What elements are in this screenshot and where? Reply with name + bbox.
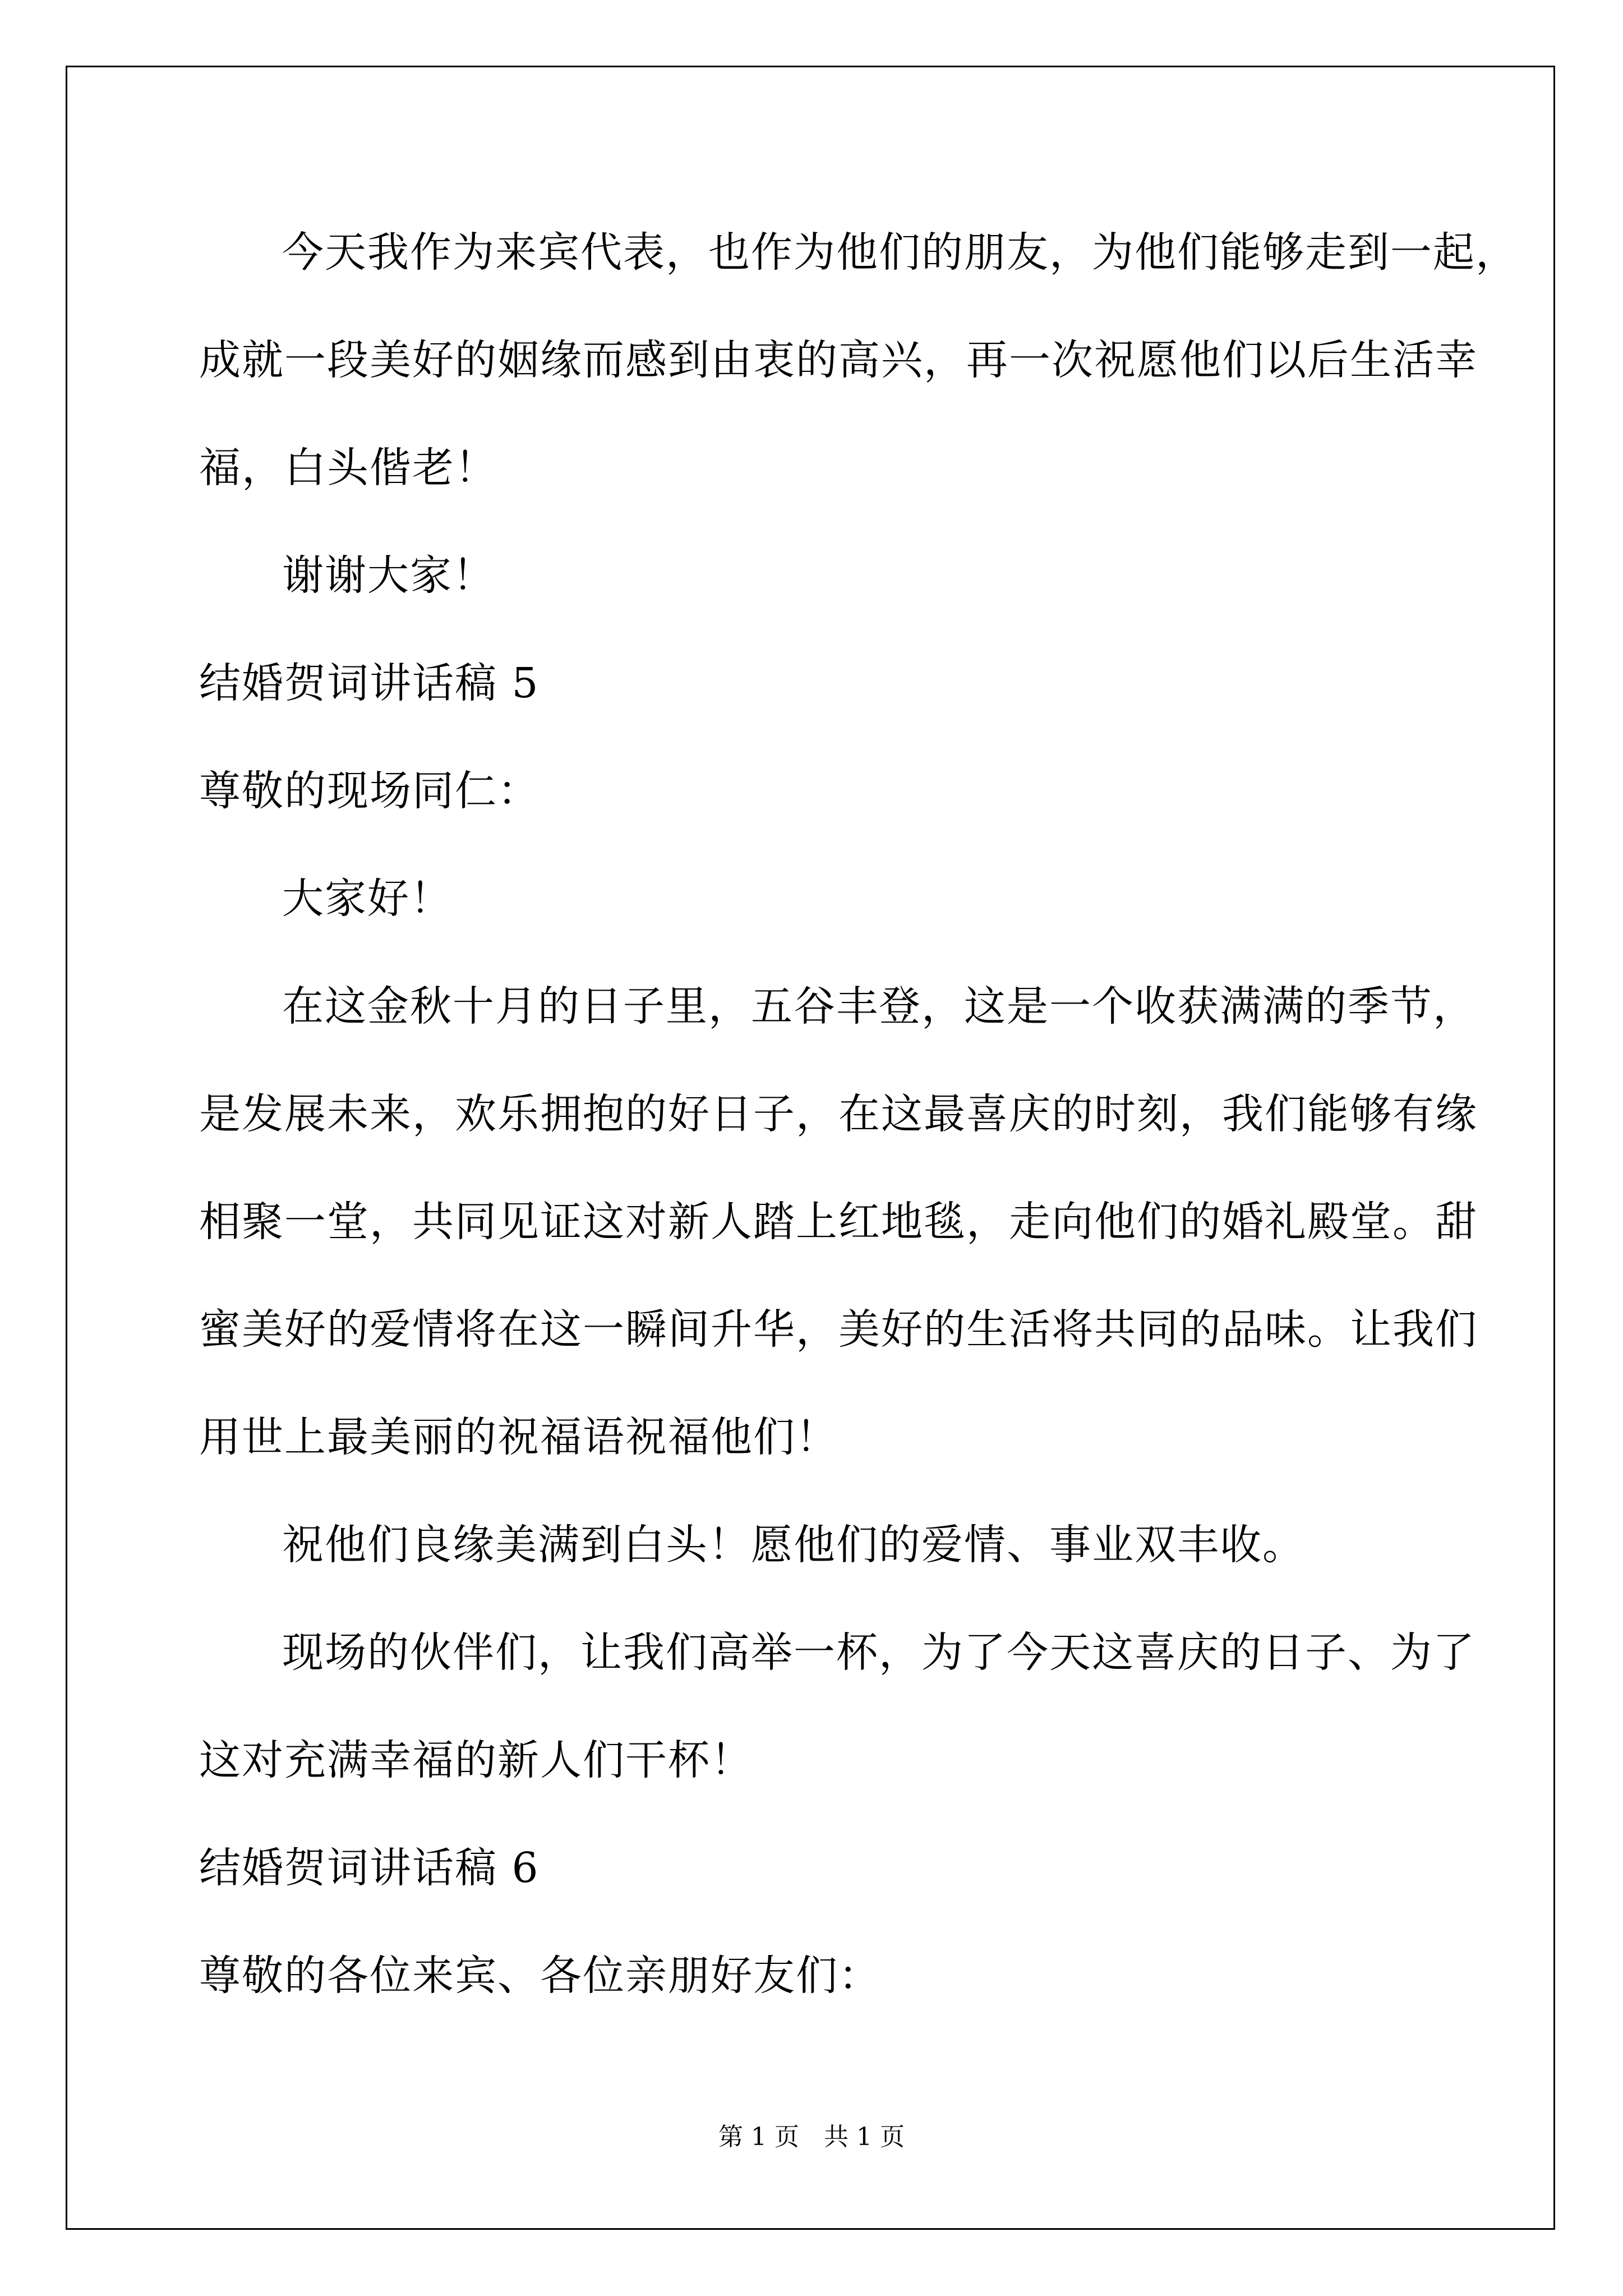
paragraph-line: 这对充满幸福的新人们干杯！ <box>199 1736 753 1784</box>
salutation: 尊敬的各位来宾、各位亲朋好友们： <box>199 1952 881 2000</box>
salutation: 尊敬的现场同仁： <box>199 767 540 815</box>
paragraph-line: 大家好！ <box>282 875 453 923</box>
page-number-footer: 第 1 页 共 1 页 <box>718 2123 905 2151</box>
section-heading: 结婚贺词讲话稿 6 <box>199 1844 540 1892</box>
paragraph-line: 成就一段美好的姻缘而感到由衷的高兴，再一次祝愿他们以后生活幸 <box>199 336 1478 384</box>
paragraph-line: 福，白头偕老！ <box>199 444 497 492</box>
paragraph-line: 今天我作为来宾代表，也作为他们的朋友，为他们能够走到一起， <box>282 228 1518 277</box>
paragraph-line: 蜜美好的爱情将在这一瞬间升华，美好的生活将共同的品味。让我们 <box>199 1305 1478 1354</box>
paragraph-line: 相聚一堂，共同见证这对新人踏上红地毯，走向他们的婚礼殿堂。甜 <box>199 1198 1478 1246</box>
paragraph-line: 谢谢大家！ <box>282 551 495 600</box>
paragraph-line: 是发展未来，欢乐拥抱的好日子，在这最喜庆的时刻，我们能够有缘 <box>199 1090 1478 1138</box>
paragraph-line: 现场的伙伴们，让我们高举一杯，为了今天这喜庆的日子、为了 <box>282 1628 1476 1677</box>
paragraph-line: 祝他们良缘美满到白头！愿他们的爱情、事业双丰收。 <box>282 1521 1305 1569</box>
section-heading: 结婚贺词讲话稿 5 <box>199 659 540 707</box>
paragraph-line: 在这金秋十月的日子里，五谷丰登，这是一个收获满满的季节， <box>282 982 1476 1030</box>
paragraph-line: 用世上最美丽的祝福语祝福他们！ <box>199 1413 838 1461</box>
